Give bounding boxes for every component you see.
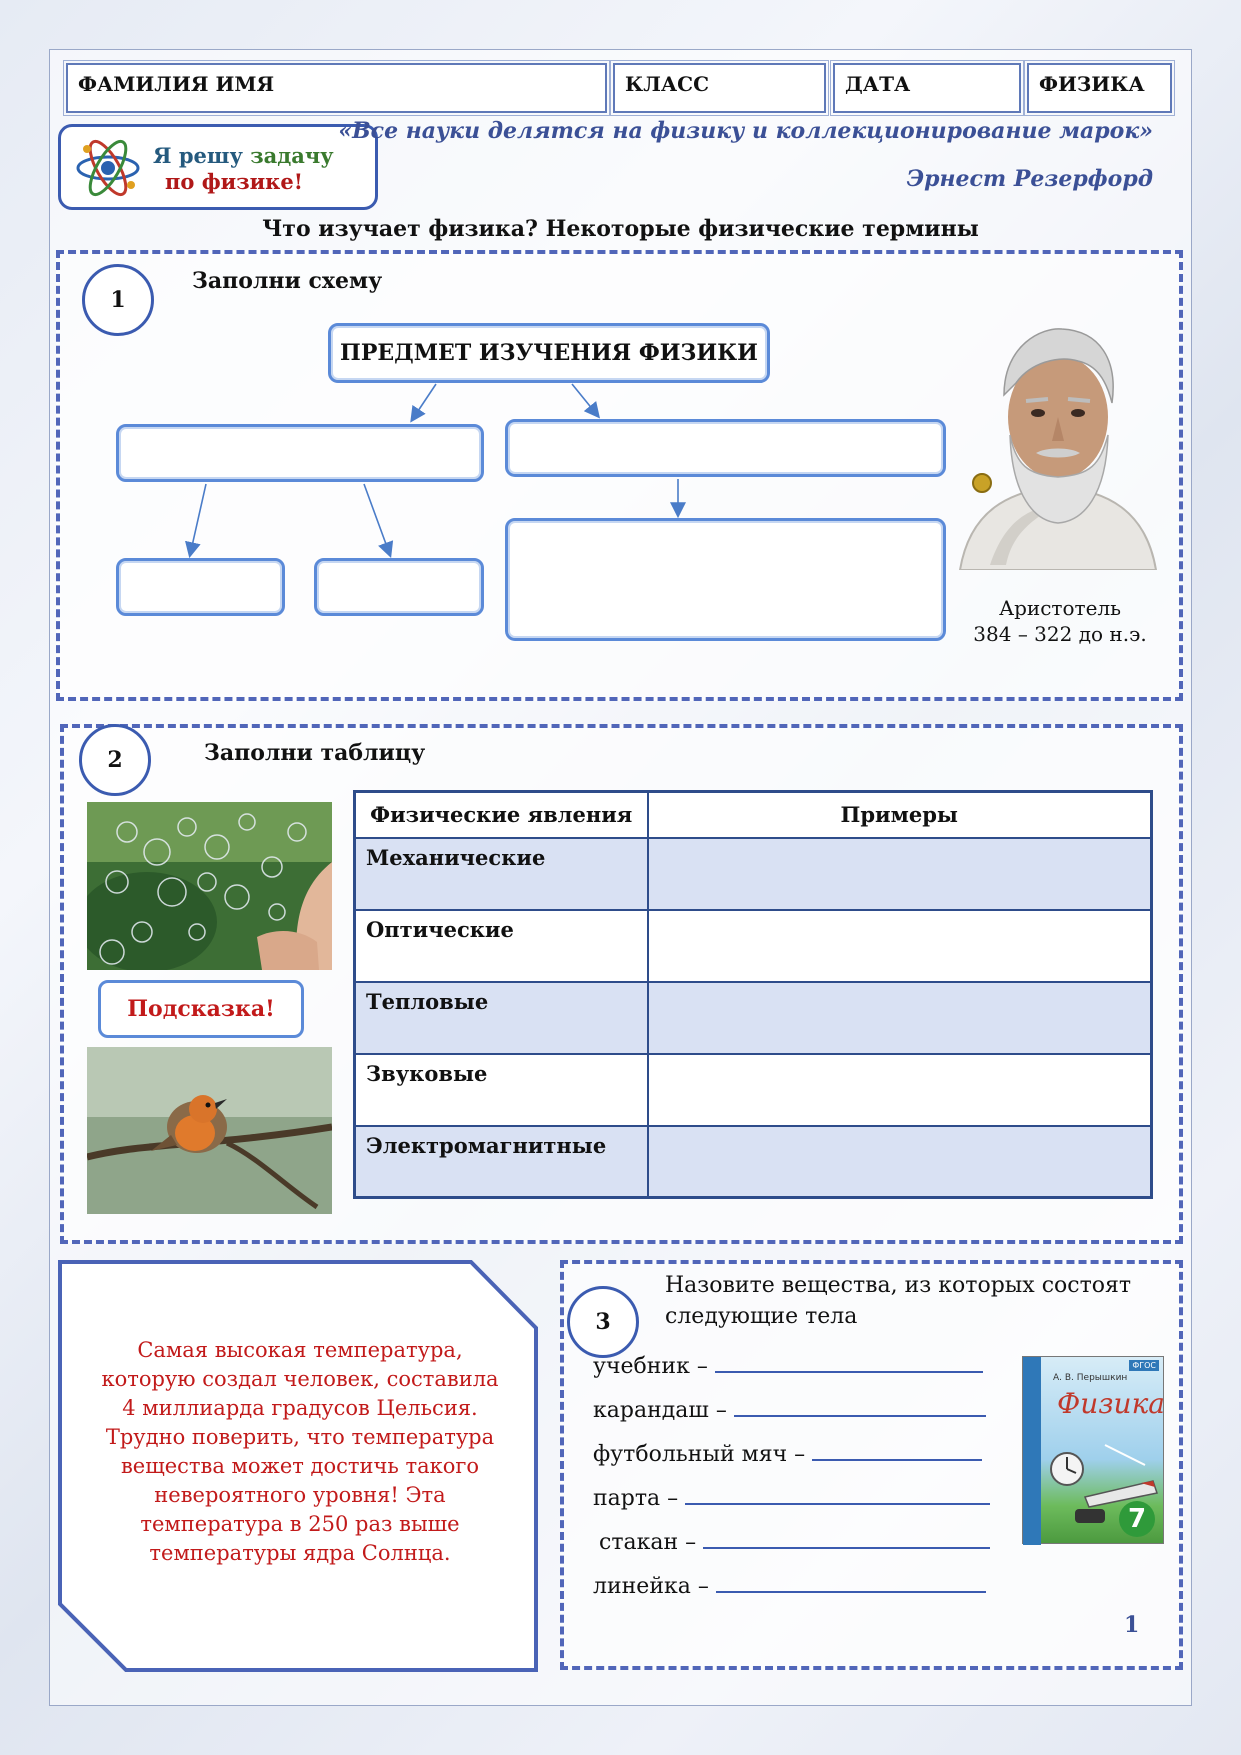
- phenomenon-cell: Звуковые: [355, 1054, 648, 1126]
- page-number: 1: [1124, 1612, 1140, 1638]
- phenomenon-cell: Электромагнитные: [355, 1126, 648, 1198]
- fact-text: Самая высокая температура, которую создал человек, составила 4 миллиарда градусов Цельсия. Трудно поверить, что температура вещества может достичь такого невероятного уровня! Эта температура в 250 раз выше температуры ядра Солнца.: [101, 1338, 499, 1565]
- scheme-main-box: ПРЕДМЕТ ИЗУЧЕНИЯ ФИЗИКИ: [328, 323, 770, 383]
- table-row: [355, 1054, 1152, 1126]
- answer-line-desk[interactable]: парта –: [593, 1485, 990, 1511]
- hint-button[interactable]: Подсказка!: [98, 980, 304, 1038]
- phenomenon-cell: Механические: [355, 838, 648, 910]
- cover-badge: ФГОС: [1129, 1360, 1159, 1371]
- table-row: [355, 1126, 1152, 1198]
- answer-line-football[interactable]: футбольный мяч –: [593, 1441, 982, 1467]
- aristotle-portrait: [950, 325, 1165, 570]
- cover-author: А. В. Перышкин: [1053, 1373, 1128, 1383]
- table-header-examples: Примеры: [648, 792, 1152, 838]
- section-2-number: 2: [79, 724, 151, 796]
- phenomenon-cell: Тепловые: [355, 982, 648, 1054]
- epigraph-quote: «Все науки делятся на физику и коллекционирование марок»: [338, 118, 1153, 144]
- section-3-number: 3: [567, 1286, 639, 1358]
- examples-cell[interactable]: [648, 1126, 1152, 1198]
- section-1-number: 1: [82, 264, 154, 336]
- section-2-title: Заполни таблицу: [204, 740, 426, 766]
- logo-text-line1: Я решу задачу: [153, 143, 334, 168]
- robin-bird-photo: [87, 1047, 332, 1214]
- table-header-phenomena: Физические явления: [355, 792, 648, 838]
- table-row: [355, 910, 1152, 982]
- section-1-title: Заполни схему: [192, 268, 383, 294]
- examples-cell[interactable]: [648, 982, 1152, 1054]
- subject-label: ФИЗИКА: [1039, 72, 1145, 96]
- cover-grade: 7: [1119, 1501, 1155, 1537]
- answer-line-glass[interactable]: стакан –: [599, 1529, 990, 1555]
- answer-line-pencil[interactable]: карандаш –: [593, 1397, 986, 1423]
- portrait-years: 384 – 322 до н.э.: [973, 622, 1147, 646]
- examples-cell[interactable]: [648, 910, 1152, 982]
- cover-spine: [1023, 1357, 1041, 1545]
- class-label: КЛАСС: [625, 72, 710, 96]
- physics-textbook-cover: [1022, 1356, 1164, 1544]
- name-label: ФАМИЛИЯ ИМЯ: [78, 72, 275, 96]
- phenomenon-cell: Оптические: [355, 910, 648, 982]
- epigraph-author: Эрнест Резерфорд: [906, 166, 1153, 192]
- date-label: ДАТА: [845, 72, 911, 96]
- examples-cell[interactable]: [648, 838, 1152, 910]
- answer-line-ruler[interactable]: линейка –: [593, 1573, 986, 1599]
- table-row: [355, 982, 1152, 1054]
- phenomena-table: [353, 790, 1153, 1199]
- table-row: [355, 838, 1152, 910]
- worksheet-title: Что изучает физика? Некоторые физические термины: [262, 216, 979, 242]
- soap-bubbles-photo: [87, 802, 332, 970]
- portrait-name: Аристотель: [998, 596, 1122, 620]
- logo-text-line2: по физике!: [165, 169, 303, 194]
- section-3-question: Назовите вещества, из которых состоят следующие тела: [665, 1273, 1132, 1329]
- answer-line-textbook[interactable]: учебник –: [593, 1353, 983, 1379]
- examples-cell[interactable]: [648, 1054, 1152, 1126]
- cover-title: Физика: [1057, 1387, 1165, 1420]
